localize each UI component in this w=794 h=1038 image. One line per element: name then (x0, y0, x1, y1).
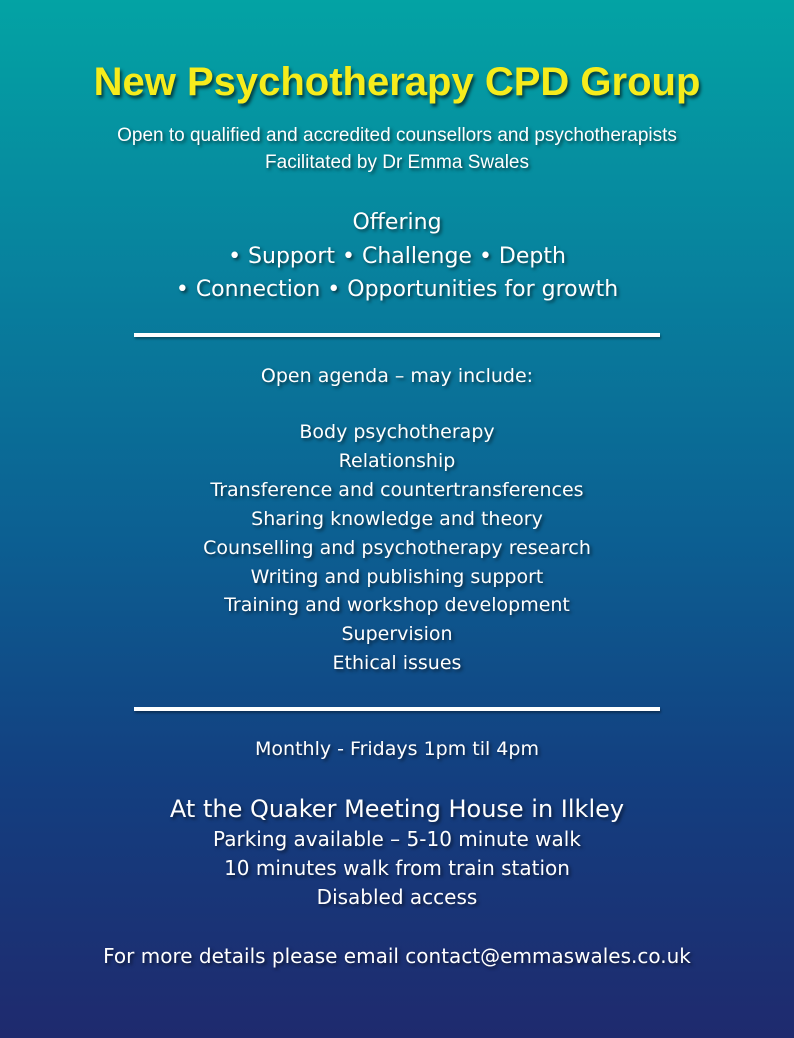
agenda-item: Training and workshop development (224, 594, 570, 617)
schedule-line: Monthly - Fridays 1pm til 4pm (255, 738, 539, 760)
venue-detail: Disabled access (316, 885, 478, 909)
venue-detail: 10 minutes walk from train station (224, 856, 570, 880)
agenda-item: Relationship (338, 449, 456, 472)
offering-line-1: • Support • Challenge • Depth (228, 244, 566, 269)
offering-line-2: • Connection • Opportunities for growth (175, 277, 619, 302)
agenda-item: Ethical issues (332, 652, 462, 675)
agenda-list (0, 418, 794, 678)
facilitator-line: Facilitated by Dr Emma Swales (265, 152, 529, 173)
agenda-item: Body psychotherapy (299, 421, 495, 443)
contact-line: For more details please email contact@emmaswales.co.uk (103, 944, 691, 968)
venue-detail: Parking available – 5-10 minute walk (213, 827, 581, 851)
agenda-item: Counselling and psychotherapy research (203, 536, 591, 559)
agenda-item: Supervision (341, 623, 453, 646)
flyer-title: New Psychotherapy CPD Group (93, 60, 701, 104)
agenda-item: Transference and countertransferences (210, 478, 584, 501)
divider-top (134, 333, 660, 337)
agenda-item: Sharing knowledge and theory (251, 507, 543, 530)
agenda-item: Writing and publishing support (250, 565, 544, 588)
agenda-heading: Open agenda – may include: (260, 365, 534, 387)
audience-line: Open to qualified and accredited counsellors and psychotherapists (117, 125, 677, 146)
venue-details (0, 825, 794, 912)
divider-bottom (134, 707, 660, 711)
offering-heading: Offering (352, 210, 442, 235)
venue-heading: At the Quaker Meeting House in Ilkley (169, 795, 625, 823)
